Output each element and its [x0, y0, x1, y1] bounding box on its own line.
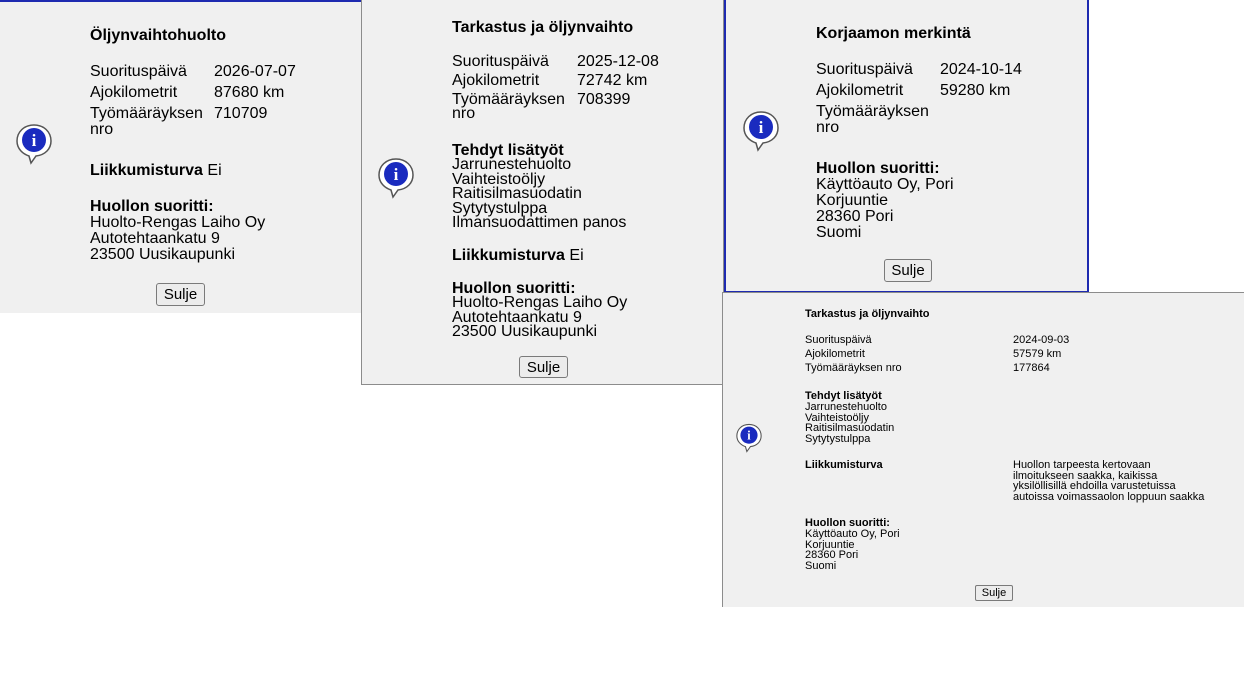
- performer-line: Korjuuntie: [805, 538, 855, 551]
- km-label: Ajokilometrit: [805, 348, 865, 360]
- dialog-oljynvaihtohuolto: [0, 0, 362, 313]
- extra-work-item: Jarrunestehuolto: [452, 156, 572, 173]
- performer-line: Suomi: [805, 559, 837, 572]
- order-label-cont: nro: [452, 105, 476, 122]
- close-button[interactable]: Sulje: [156, 283, 205, 306]
- km-value: 57579 km: [1013, 348, 1062, 360]
- safety-value: Ei: [569, 247, 584, 264]
- info-icon: [15, 123, 53, 165]
- performer-line: 28360 Pori: [805, 549, 859, 561]
- date-value: 2026-07-07: [214, 63, 296, 80]
- performer-line: Käyttöauto Oy, Pori: [805, 528, 900, 540]
- extra-work-item: Vaihteistoöljy: [805, 411, 869, 424]
- date-value: 2024-09-03: [1013, 334, 1070, 346]
- order-value: 708399: [577, 91, 631, 108]
- performer-address: [805, 529, 900, 571]
- dialog-tarkastus-ja-oljynvaihto: [361, 0, 724, 385]
- extra-work-item: Jarrunestehuolto: [805, 401, 887, 413]
- date-value: 2025-12-08: [577, 53, 659, 70]
- performer-line: 23500 Uusikaupunki: [90, 246, 235, 263]
- km-label: Ajokilometrit: [90, 84, 178, 101]
- extra-work-item: Raitisilmasuodatin: [805, 422, 895, 434]
- performer-line: Käyttöauto Oy, Pori: [816, 176, 954, 193]
- km-value: 59280 km: [940, 82, 1011, 99]
- svg-text:i: i: [758, 118, 764, 137]
- safety-line: ilmoitukseen saakka, kaikissa: [1013, 469, 1158, 482]
- dialog-title: Tarkastus ja öljynvaihto: [805, 308, 930, 320]
- safety-label: Liikkumisturva: [90, 162, 203, 179]
- extra-work-item: Ilmansuodattimen panos: [452, 214, 627, 231]
- performer-line: Huolto-Rengas Laiho Oy: [90, 214, 266, 231]
- svg-text:i: i: [393, 165, 399, 184]
- km-label: Ajokilometrit: [816, 82, 904, 99]
- close-button[interactable]: Sulje: [519, 356, 568, 378]
- order-label: Työmääräyksen: [452, 91, 565, 108]
- performer-heading: Huollon suoritti:: [90, 198, 214, 215]
- date-value: 2024-10-14: [940, 61, 1022, 78]
- extra-work-item: Sytytystulppa: [452, 199, 548, 217]
- safety-value: Ei: [207, 162, 222, 179]
- safety-label: Liikkumisturva: [805, 459, 883, 471]
- safety-line: yksilöllisillä ehdoilla varustetuissa: [1013, 480, 1176, 492]
- performer-heading: Huollon suoritti:: [452, 280, 576, 297]
- svg-text:i: i: [747, 428, 751, 443]
- date-label: Suorituspäivä: [452, 53, 549, 70]
- extra-work-item: Sytytystulppa: [805, 432, 871, 445]
- date-label: Suorituspäivä: [805, 334, 872, 346]
- dialog-title: Korjaamon merkintä: [816, 25, 971, 42]
- km-value: 87680 km: [214, 84, 285, 101]
- order-label-cont: nro: [816, 119, 840, 136]
- performer-line: Huolto-Rengas Laiho Oy: [452, 294, 628, 311]
- performer-heading: Huollon suoritti:: [816, 160, 940, 177]
- performer-line: Autotehtaankatu 9: [452, 308, 582, 326]
- km-value: 72742 km: [577, 72, 648, 89]
- close-button[interactable]: Sulje: [975, 585, 1013, 601]
- close-button[interactable]: Sulje: [884, 259, 932, 282]
- extra-work-item: Vaihteistoöljy: [452, 170, 546, 188]
- performer-address: [452, 296, 627, 340]
- extra-work-list: [452, 158, 626, 231]
- info-icon: [735, 423, 763, 453]
- performer-address: [816, 177, 954, 241]
- extra-work-list: [805, 402, 894, 444]
- svg-text:i: i: [31, 131, 37, 150]
- safety-line: autoissa voimassaolon loppuun saakka: [1013, 490, 1205, 503]
- info-icon: [377, 157, 415, 199]
- safety-value: [1013, 460, 1204, 502]
- performer-address: [90, 215, 265, 263]
- date-label: Suorituspäivä: [816, 61, 913, 78]
- safety-row: [452, 248, 584, 264]
- order-label: Työmääräyksen: [90, 105, 203, 122]
- safety-line: Huollon tarpeesta kertovaan: [1013, 459, 1151, 471]
- performer-line: 23500 Uusikaupunki: [452, 323, 597, 340]
- order-value: 710709: [214, 105, 268, 122]
- performer-line: 28360 Pori: [816, 208, 894, 225]
- order-label: Työmääräyksen nro: [805, 362, 902, 374]
- dialog-korjaamon-merkinta: [724, 0, 1089, 293]
- safety-label: Liikkumisturva: [452, 247, 565, 264]
- km-label: Ajokilometrit: [452, 72, 540, 89]
- dialog-title: Öljynvaihtohuolto: [90, 27, 226, 44]
- performer-line: Suomi: [816, 224, 862, 241]
- order-label-cont: nro: [90, 121, 114, 138]
- performer-line: Autotehtaankatu 9: [90, 230, 220, 247]
- info-icon: [742, 110, 780, 152]
- performer-line: Korjuuntie: [816, 192, 889, 209]
- dialog-tarkastus-ja-oljynvaihto-2: [722, 292, 1244, 607]
- dialog-title: Tarkastus ja öljynvaihto: [452, 19, 634, 36]
- performer-heading: Huollon suoritti:: [805, 517, 890, 529]
- order-value: 177864: [1013, 362, 1050, 374]
- extra-work-item: Raitisilmasuodatin: [452, 185, 582, 202]
- date-label: Suorituspäivä: [90, 63, 187, 80]
- extra-work-heading: Tehdyt lisätyöt: [452, 142, 564, 159]
- safety-row: [90, 163, 222, 179]
- extra-work-heading: Tehdyt lisätyöt: [805, 390, 882, 402]
- order-label: Työmääräyksen: [816, 103, 929, 120]
